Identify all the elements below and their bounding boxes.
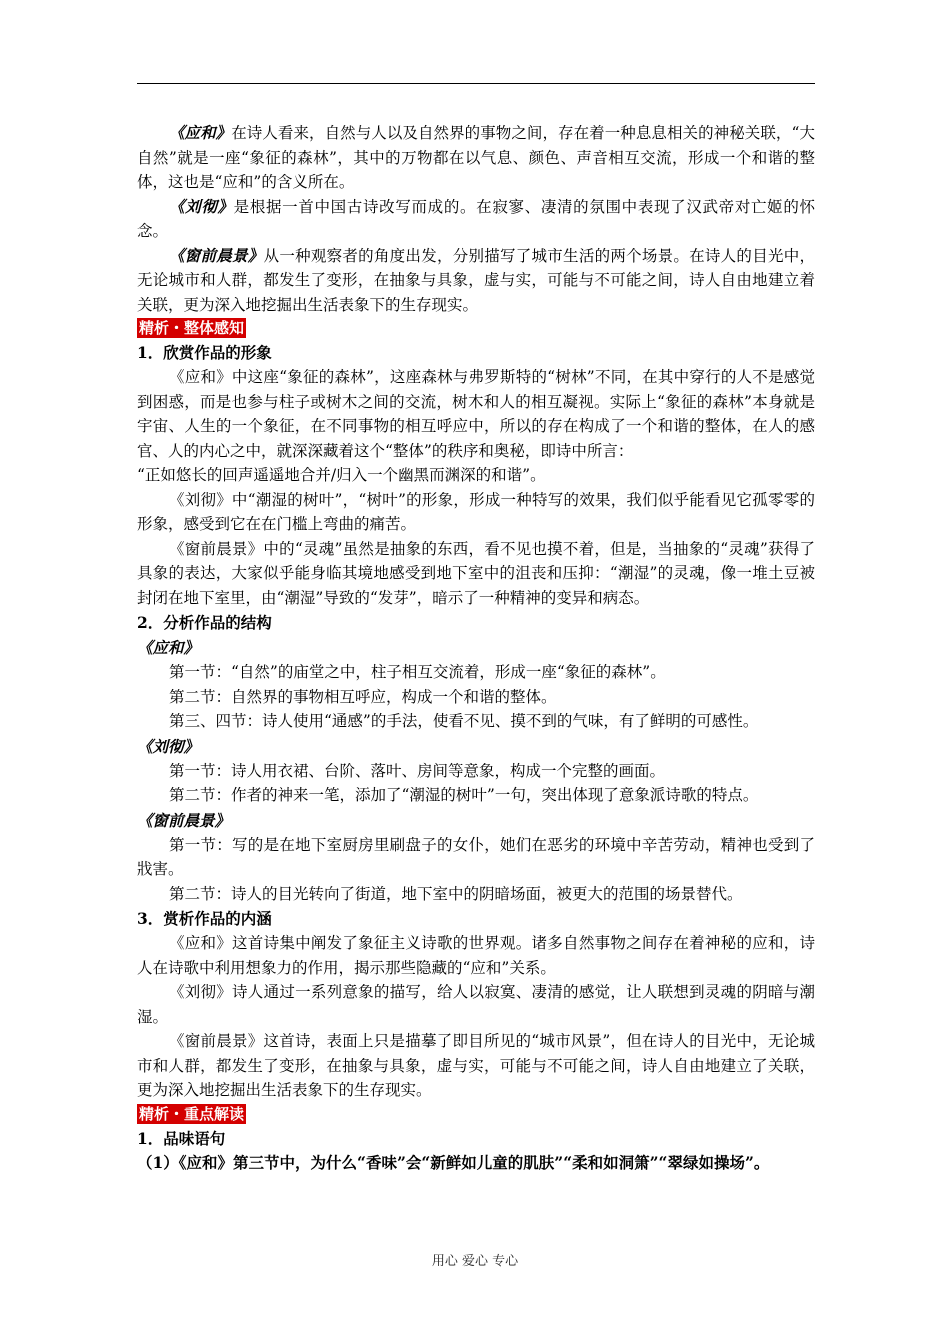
intro-title-3: 《窗前晨景》: [169, 245, 264, 265]
intro-title-1: 《应和》: [169, 123, 232, 142]
meaning-paragraph-2: 《刘彻》诗人通过一系列意象的描写，给人以寂寞、凄清的感觉，让人联想到灵魂的阴暗与潮湿。: [137, 983, 815, 1026]
document-body: [137, 121, 815, 1175]
intro-paragraph-1: [137, 121, 815, 195]
structure-yinghe-2: 第二节：自然界的事物相互呼应，构成一个和谐的整体。: [169, 687, 557, 706]
question-1: （1）《应和》第三节中，为什么“香味”会“新鲜如儿童的肌肤”“柔和如洞箫”“翠绿如操场”。: [137, 1152, 770, 1172]
section-header-key-points: 精析・重点解读: [139, 1104, 245, 1123]
structure-title-yinghe: 《应和》: [137, 638, 200, 657]
heading-structure: 2．分析作品的结构: [137, 613, 272, 632]
section-header-overall: 精析・整体感知: [139, 319, 245, 337]
intro-paragraph-3: [137, 244, 815, 318]
heading-meaning: 3．赏析作品的内涵: [137, 909, 272, 928]
meaning-paragraph-3: 《窗前晨景》这首诗，表面上只是描摹了即目所见的“城市风景”，但在诗人的目光中，无论城市和人群，都发生了变形，在抽象与具象，虚与实，可能与不可能之间，诗人自由地建立了关联，更为深入地挖掘出生活表象下的生存现实。: [137, 1032, 815, 1099]
heading-appreciate-images: 1．欣赏作品的形象: [137, 343, 272, 362]
images-paragraph-1: 《应和》中这座“象征的森林”，这座森林与弗罗斯特的“树林”不同，在其中穿行的人不是感觉到困惑，而是也参与柱子或树木之间的交流，树木和人的相互凝视。实际上“象征的森林”本身就是宇宙、人生的一个象征，在不同事物的相互呼应中，所以的存在构成了一个和谐的整体，在人的感官、人的内心之中，就深深藏着这个“整体”的秩序和奥秘，即诗中所言：: [137, 368, 815, 460]
structure-title-liuche: 《刘彻》: [137, 736, 200, 756]
structure-title-window: 《窗前晨景》: [137, 810, 231, 830]
structure-window-1: 第一节：写的是在地下室厨房里刷盘子的女仆，她们在恶劣的环境中辛苦劳动，精神也受到了戕害。: [137, 835, 815, 878]
intro-text-3: 从一种观察者的角度出发，分别描写了城市生活的两个场景。在诗人的目光中，无论城市和人群，都发生了变形，在抽象与具象，虚与实，可能与不可能之间，诗人自由地建立着关联，更为深入地挖掘出生活表象下的生存现实。: [137, 246, 815, 314]
images-quote: “正如悠长的回声遥遥地合并/归入一个幽黑而渊深的和谐”。: [137, 466, 546, 484]
structure-liuche-2: 第二节：作者的神来一笔，添加了“潮湿的树叶”一句，突出体现了意象派诗歌的特点。: [169, 786, 759, 804]
intro-text-2: 是根据一首中国古诗改写而成的。在寂寥、凄清的氛围中表现了汉武帝对亡姬的怀念。: [137, 197, 815, 240]
intro-title-2: 《刘彻》: [169, 196, 234, 216]
structure-yinghe-1: 第一节：“自然”的庙堂之中，柱子相互交流着，形成一座“象征的森林”。: [169, 663, 666, 681]
structure-window-2: 第二节：诗人的目光转向了街道，地下室中的阴暗场面，被更大的范围的场景替代。: [169, 884, 743, 903]
images-paragraph-2: 《刘彻》中“潮湿的树叶”，“树叶”的形象，形成一种特写的效果，我们似乎能看见它孤零零的形象，感受到它在在门槛上弯曲的痛苦。: [137, 490, 815, 533]
intro-paragraph-2: [137, 195, 815, 244]
meaning-paragraph-1: 《应和》这首诗集中阐发了象征主义诗歌的世界观。诸多自然事物之间存在着神秘的应和，诗人在诗歌中利用想象力的作用，揭示那些隐藏的“应和”关系。: [137, 934, 815, 977]
intro-text-1: 在诗人看来，自然与人以及自然界的事物之间，存在着一种息息相关的神秘关联，“大自然”就是一座“象征的森林”，其中的万物都在以气息、颜色、声音相互交流，形成一个和谐的整体，这也是“应和”的含义所在。: [137, 124, 815, 191]
structure-yinghe-3: 第三、四节：诗人使用“通感”的手法，使看不见、摸不到的气味，有了鲜明的可感性。: [169, 712, 759, 730]
heading-savor-sentences: 1．品味语句: [137, 1128, 226, 1148]
images-paragraph-3: 《窗前晨景》中的“灵魂”虽然是抽象的东西，看不见也摸不着，但是，当抽象的“灵魂”获得了具象的表达，大家似乎能身临其境地感受到地下室中的沮丧和压抑：“潮湿”的灵魂，像一堆土豆被封闭在地下室里，由“潮湿”导致的“发芽”，暗示了一种精神的变异和病态。: [137, 539, 815, 607]
structure-liuche-1: 第一节：诗人用衣裙、台阶、落叶、房间等意象，构成一个完整的画面。: [169, 761, 666, 780]
page-footer: 用心 爱心 专心: [431, 1254, 519, 1269]
header-rule: [137, 83, 815, 84]
